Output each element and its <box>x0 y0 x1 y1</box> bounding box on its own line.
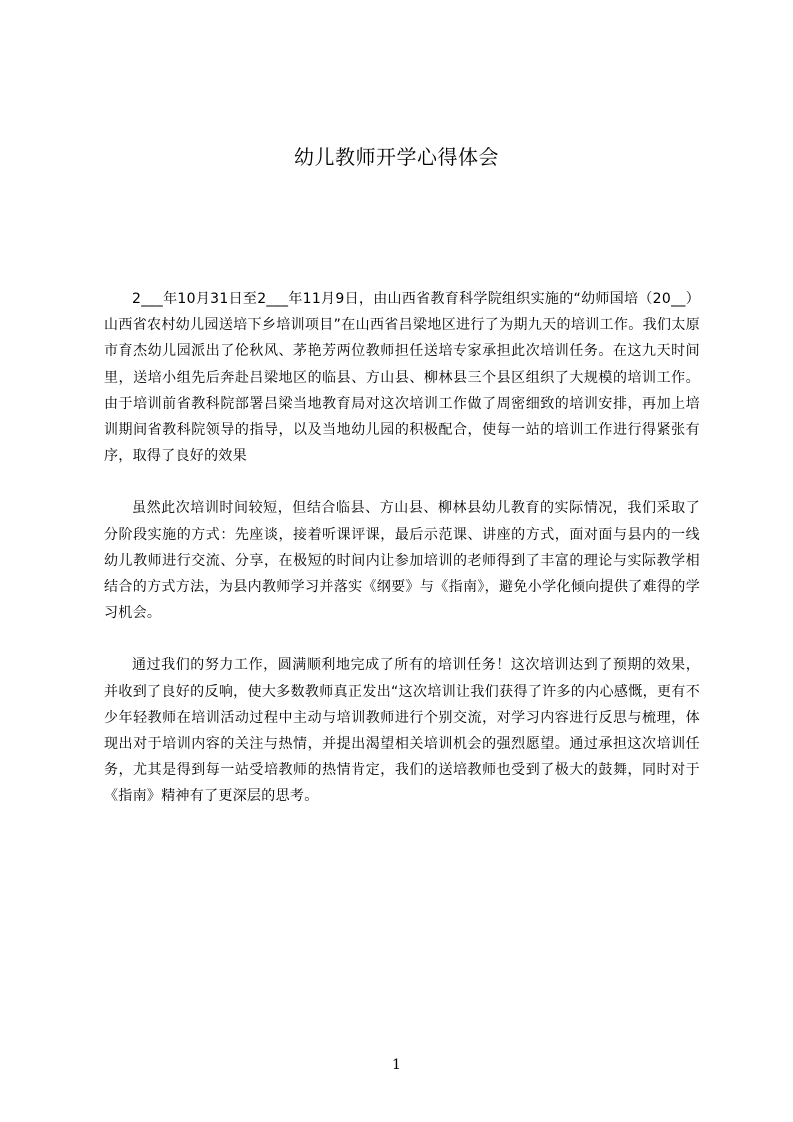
paragraph-training-overview: 2___年10月31日至2___年11月9日，由山西省教育科学院组织实施的“幼师国培（20__）山西省农村幼儿园送培下乡培训项目”在山西省吕梁地区进行了为期九天的培训工作。我们太原市育杰幼儿园派出了伦秋风、茅艳芳两位教师担任送培专家承担此次培训任务。在这九天时间里，送培小组先后奔赴吕梁地区的临县、方山县、柳林县三个县区组织了大规模的培训工作。由于培训前省教科院部署吕梁当地教育局对这次培训工作做了周密细致的培训安排，再加上培训期间省教科院领导的指导，以及当地幼儿园的积极配合，使每一站的培训工作进行得紧张有序，取得了良好的效果 <box>104 291 700 465</box>
document-title: 幼儿教师开学心得体会 <box>294 145 499 169</box>
page-number: 1 <box>392 1057 401 1073</box>
document-body <box>104 286 700 810</box>
paragraph-training-method: 虽然此次培训时间较短，但结合临县、方山县、柳林县幼儿教育的实际情况，我们采取了分阶段实施的方式：先座谈，接着听课评课，最后示范课、讲座的方式，面对面与县内的一线幼儿教师进行交流、分享，在极短的时间内让参加培训的老师得到了丰富的理论与实际教学相结合的方式方法，为县内教师学习并落实《纲要》与《指南》，避免小学化倾向提供了难得的学习机会。 <box>104 500 700 622</box>
paragraph-training-results: 通过我们的努力工作，圆满顺利地完成了所有的培训任务！这次培训达到了预期的效果，并收到了良好的反响，使大多数教师真正发出“这次培训让我们获得了许多的内心感慨，更有不少年轻教师在培训活动过程中主动与培训教师进行个别交流，对学习内容进行反思与梳理，体现出对于培训内容的关注与热情，并提出渴望相关培训机会的强烈愿望。通过承担这次培训任务，尤其是得到每一站受培教师的热情肯定，我们的送培教师也受到了极大的鼓舞，同时对于《指南》精神有了更深层的思考。 <box>104 657 700 805</box>
